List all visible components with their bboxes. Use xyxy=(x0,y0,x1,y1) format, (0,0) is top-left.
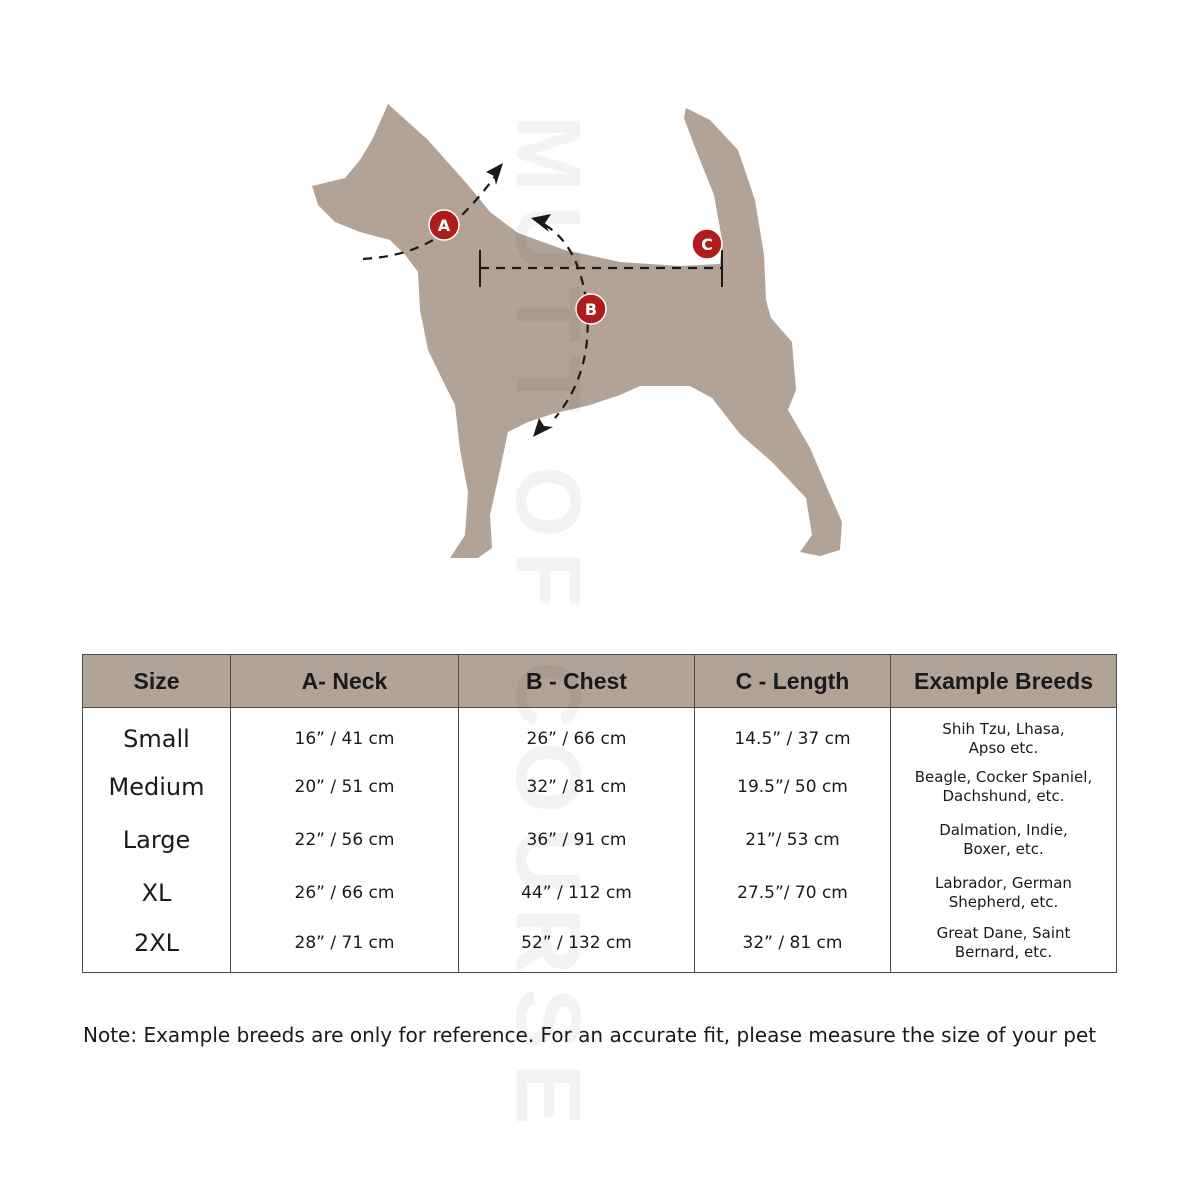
breeds-line: Apso etc. xyxy=(968,739,1039,758)
table-row xyxy=(83,814,1117,867)
length-cell: 21”/ 53 cm xyxy=(695,814,891,867)
size-cell: Medium xyxy=(83,761,231,814)
chest-arrow-bottom-icon xyxy=(533,418,553,437)
size-cell: XL xyxy=(83,867,231,920)
marker-c-label: C xyxy=(701,235,713,254)
breeds-cell xyxy=(891,708,1117,761)
size-chart-table xyxy=(82,654,1117,973)
header-example-breeds: Example Breeds xyxy=(891,655,1117,708)
size-cell: Small xyxy=(83,708,231,761)
table-row xyxy=(83,708,1117,761)
length-cell: 14.5” / 37 cm xyxy=(695,708,891,761)
neck-cell: 16” / 41 cm xyxy=(231,708,459,761)
breeds-cell xyxy=(891,920,1117,973)
length-cell: 32” / 81 cm xyxy=(695,920,891,973)
marker-b-badge xyxy=(576,294,606,324)
chest-cell: 32” / 81 cm xyxy=(459,761,695,814)
marker-c-badge xyxy=(692,229,722,259)
breeds-cell xyxy=(891,761,1117,814)
header-neck: A- Neck xyxy=(231,655,459,708)
fit-note: Note: Example breeds are only for reference. For an accurate fit, please measure the size of your pet xyxy=(83,1023,1097,1047)
neck-cell: 22” / 56 cm xyxy=(231,814,459,867)
table-row xyxy=(83,867,1117,920)
breeds-line: Beagle, Cocker Spaniel, xyxy=(914,768,1093,786)
neck-cell: 26” / 66 cm xyxy=(231,867,459,920)
chest-cell: 52” / 132 cm xyxy=(459,920,695,973)
marker-a-badge xyxy=(429,210,459,240)
marker-b-label: B xyxy=(584,300,598,319)
chest-cell: 44” / 112 cm xyxy=(459,867,695,920)
breeds-line: Dachshund, etc. xyxy=(942,787,1065,805)
table-row xyxy=(83,761,1117,814)
chest-cell: 36” / 91 cm xyxy=(459,814,695,867)
breeds-cell xyxy=(891,867,1117,920)
neck-cell: 20” / 51 cm xyxy=(231,761,459,814)
chest-cell: 26” / 66 cm xyxy=(459,708,695,761)
breeds-line: Boxer, etc. xyxy=(963,840,1044,858)
breeds-cell xyxy=(891,814,1117,867)
header-size: Size xyxy=(83,655,231,708)
table-header-row xyxy=(83,655,1117,708)
breeds-line: Great Dane, Saint xyxy=(936,923,1071,942)
size-cell: Large xyxy=(83,814,231,867)
neck-cell: 28” / 71 cm xyxy=(231,920,459,973)
breeds-line: Shepherd, etc. xyxy=(948,893,1059,911)
marker-a-label: A xyxy=(437,216,451,235)
breeds-line: Dalmation, Indie, xyxy=(939,821,1068,839)
breeds-line: Labrador, German xyxy=(935,874,1072,892)
length-cell: 19.5”/ 50 cm xyxy=(695,761,891,814)
header-length: C - Length xyxy=(695,655,891,708)
chest-arrow-top-icon xyxy=(531,214,551,232)
breeds-line: Bernard, etc. xyxy=(954,942,1053,961)
size-cell: 2XL xyxy=(83,920,231,973)
length-cell: 27.5”/ 70 cm xyxy=(695,867,891,920)
breeds-line: Shih Tzu, Lhasa, xyxy=(942,720,1065,739)
header-chest: B - Chest xyxy=(459,655,695,708)
dog-silhouette xyxy=(312,104,842,558)
neck-arrow-icon xyxy=(486,163,503,185)
table-row xyxy=(83,920,1117,973)
